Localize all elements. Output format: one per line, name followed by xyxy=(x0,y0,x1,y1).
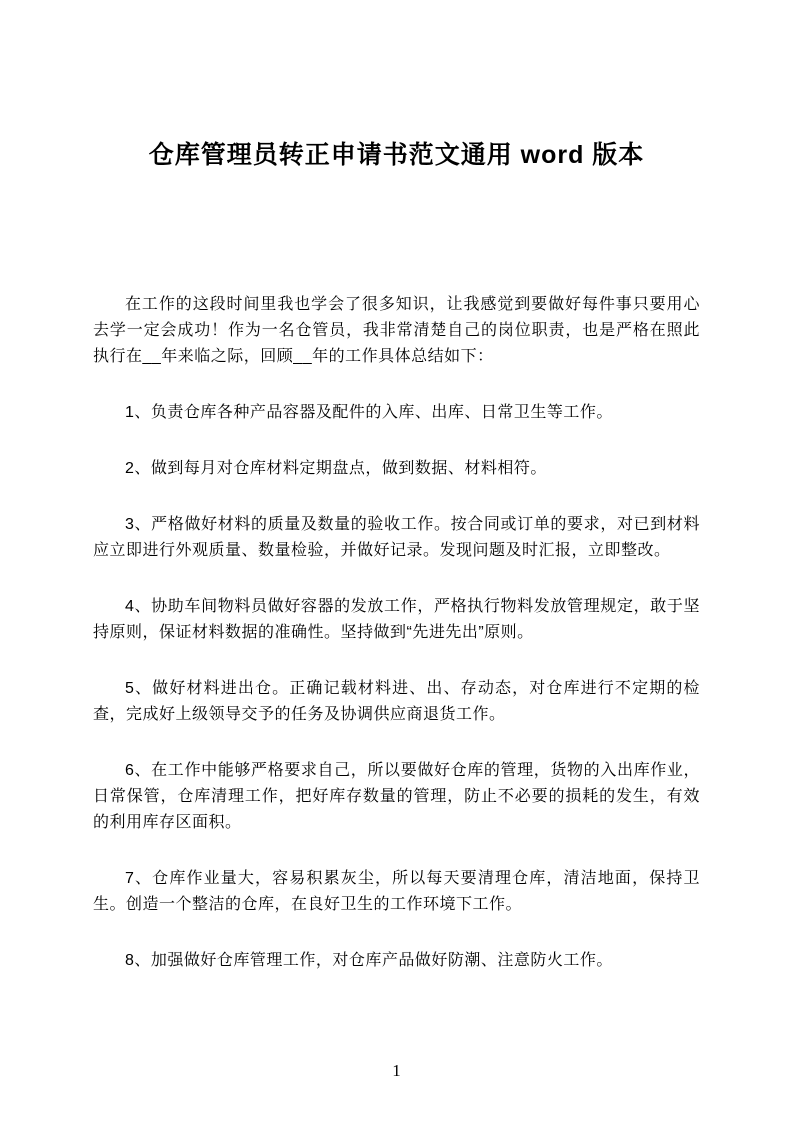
list-item-7: 7、仓库作业量大，容易积累灰尘，所以每天要清理仓库，清洁地面，保持卫生。创造一个整洁的仓库，在良好卫生的工作环境下工作。 xyxy=(93,870,700,913)
document-body xyxy=(93,292,700,974)
list-item-6: 6、在工作中能够严格要求自己，所以要做好仓库的管理，货物的入出库作业，日常保管，仓库清理工作，把好库存数量的管理，防止不必要的损耗的发生，有效的利用库存区面积。 xyxy=(93,762,700,831)
list-item-1: 1、负责仓库各种产品容器及配件的入库、出库、日常卫生等工作。 xyxy=(125,404,613,421)
document-title: 仓库管理员转正申请书范文通用 word 版本 xyxy=(148,141,645,169)
list-item-5: 5、做好材料进出仓。正确记载材料进、出、存动态，对仓库进行不定期的检查，完成好上级领导交予的任务及协调供应商退货工作。 xyxy=(93,680,700,723)
page-number: 1 xyxy=(392,1061,401,1080)
list-item-2: 2、做到每月对仓库材料定期盘点，做到数据、材料相符。 xyxy=(125,460,547,477)
paragraph-intro: 在工作的这段时间里我也学会了很多知识，让我感觉到要做好每件事只要用心去学一定会成功！作为一名仓管员，我非常清楚自己的岗位职责，也是严格在照此执行在__年来临之际，回顾__年的工作具体总结如下： xyxy=(93,296,700,365)
list-item-3: 3、严格做好材料的质量及数量的验收工作。按合同或订单的要求，对已到材料应立即进行外观质量、数量检验，并做好记录。发现问题及时汇报，立即整改。 xyxy=(93,516,700,559)
list-item-4: 4、协助车间物料员做好容器的发放工作，严格执行物料发放管理规定，敢于坚持原则，保证材料数据的准确性。坚持做到“先进先出”原则。 xyxy=(93,598,700,641)
list-item-8: 8、加强做好仓库管理工作，对仓库产品做好防潮、注意防火工作。 xyxy=(125,952,613,969)
